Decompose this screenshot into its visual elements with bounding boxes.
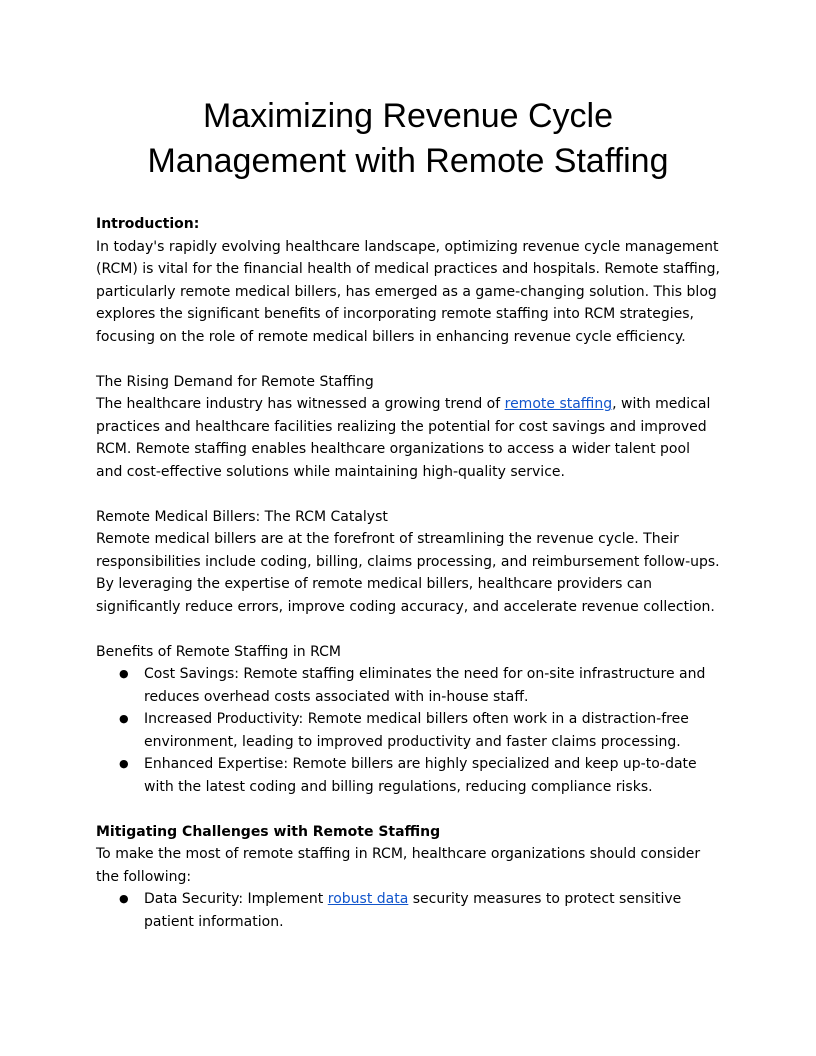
benefits-heading: Benefits of Remote Staffing in RCM — [96, 643, 341, 660]
challenges-item-prefix: Data Security: Implement — [144, 891, 328, 907]
rising-demand-paragraph — [96, 393, 720, 483]
intro-paragraph: In today's rapidly evolving healthcare landscape, optimizing revenue cycle management (RCM) is vital for the financial health of medical practices and hospitals. Remote staffing, particularly remote medical billers, has emerged as a game-changing solution. This blog explores the significant benefits of incorporating remote staffing into RCM strategies, focusing on the role of remote medical billers in enhancing revenue cycle efficiency. — [96, 238, 720, 345]
billers-paragraph: Remote medical billers are at the forefront of streamlining the revenue cycle. Their responsibilities include coding, billing, claims processing, and reimbursement follow-ups. By leveraging the expertise of remote medical billers, healthcare providers can significantly reduce errors, improve coding accuracy, and accelerate revenue collection. — [96, 531, 720, 615]
list-item-text: Enhanced Expertise: Remote billers are highly specialized and keep up-to-date with the latest coding and billing regulations, reducing compliance risks. — [144, 756, 697, 795]
list-item-text: Cost Savings: Remote staffing eliminates the need for on-site infrastructure and reduces overhead costs associated with in-house staff. — [144, 666, 706, 705]
challenges-paragraph: To make the most of remote staffing in RCM, healthcare organizations should consider the following: — [96, 846, 701, 885]
list-item — [96, 663, 720, 708]
challenges-heading: Mitigating Challenges with Remote Staffing — [96, 823, 441, 840]
document-title — [96, 94, 720, 184]
rising-demand-text-after: , with medical practices and healthcare facilities realizing the potential for cost savings and improved RCM. Remote staffing enables healthcare organizations to access a wider talent pool and cost-effective solutions while maintaining high-quality service. — [96, 396, 711, 480]
list-item — [96, 753, 720, 798]
benefits-list — [96, 663, 720, 798]
bullet-icon: ● — [119, 892, 129, 905]
bullet-icon: ● — [119, 667, 129, 680]
list-item — [96, 888, 720, 933]
spacer — [96, 348, 720, 371]
document-body — [96, 213, 720, 933]
challenges-item-suffix: security measures to protect sensitive patient information. — [144, 891, 682, 930]
billers-heading: Remote Medical Billers: The RCM Catalyst — [96, 508, 388, 525]
rising-demand-text-before: The healthcare industry has witnessed a growing trend of — [96, 396, 505, 412]
title-line-2: Management with Remote Staffing — [147, 142, 669, 180]
rising-demand-heading: The Rising Demand for Remote Staffing — [96, 373, 374, 390]
spacer — [96, 618, 720, 641]
bullet-icon: ● — [119, 757, 129, 770]
challenges-list — [96, 888, 720, 933]
robust-data-link[interactable]: robust data — [327, 891, 409, 907]
spacer — [96, 798, 720, 821]
intro-heading: Introduction: — [96, 216, 200, 232]
remote-staffing-link[interactable]: remote staffing — [504, 396, 613, 412]
title-line-1: Maximizing Revenue Cycle — [202, 97, 614, 135]
list-item-text: Increased Productivity: Remote medical billers often work in a distraction-free environment, leading to improved productivity and faster claims processing. — [144, 711, 689, 750]
list-item — [96, 708, 720, 753]
spacer — [96, 483, 720, 506]
bullet-icon: ● — [119, 712, 129, 725]
